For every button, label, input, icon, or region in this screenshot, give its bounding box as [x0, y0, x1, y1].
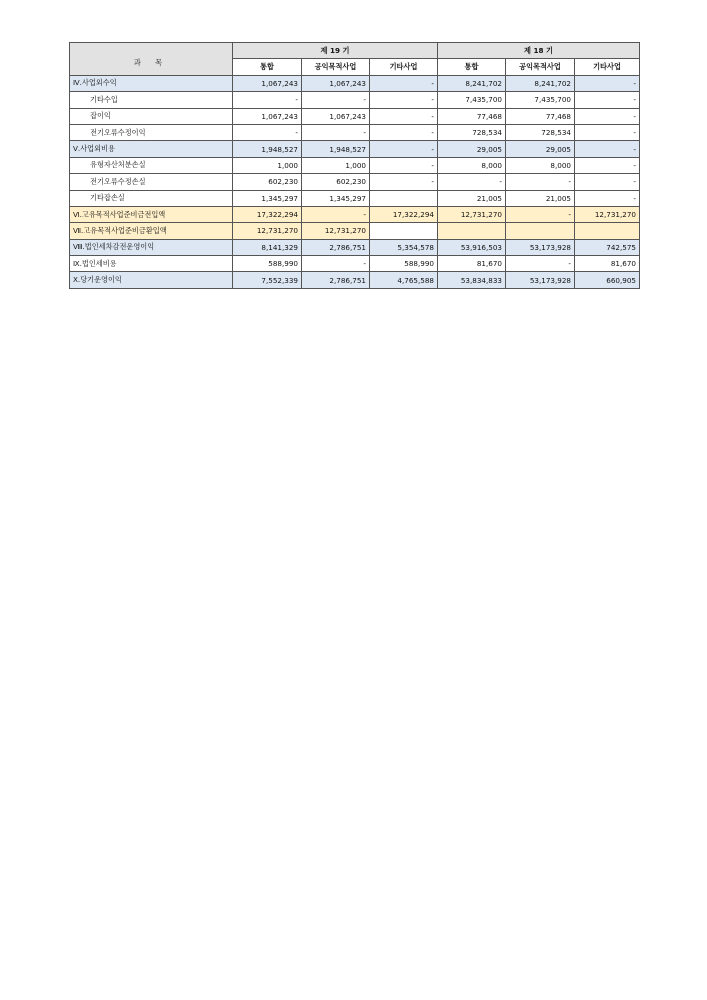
cell: 728,534 — [438, 124, 506, 140]
cell: 12,731,270 — [438, 206, 506, 222]
row-label: Ⅴ.사업외비용 — [70, 141, 233, 157]
cell: - — [575, 141, 640, 157]
row-label: 전기오류수정손실 — [70, 174, 233, 190]
cell: 7,435,700 — [506, 92, 575, 108]
table-row — [70, 190, 640, 206]
cell: 81,670 — [575, 256, 640, 272]
cell: - — [370, 141, 438, 157]
cell: 1,345,297 — [302, 190, 370, 206]
cell: - — [370, 157, 438, 173]
row-label: Ⅵ.고유목적사업준비금전입액 — [70, 206, 233, 222]
cell: 660,905 — [575, 272, 640, 288]
row-label: 전기오류수정이익 — [70, 124, 233, 140]
cell: - — [370, 108, 438, 124]
cell: - — [438, 174, 506, 190]
cell: 8,000 — [438, 157, 506, 173]
cell: 588,990 — [370, 256, 438, 272]
row-label: Ⅹ.당기운영이익 — [70, 272, 233, 288]
cell: 1,948,527 — [233, 141, 302, 157]
table-row — [70, 223, 640, 239]
cell: 12,731,270 — [302, 223, 370, 239]
cell: - — [506, 206, 575, 222]
row-label: 유형자산처분손실 — [70, 157, 233, 173]
cell: 12,731,270 — [233, 223, 302, 239]
cell: 7,435,700 — [438, 92, 506, 108]
cell: 602,230 — [233, 174, 302, 190]
cell: - — [233, 92, 302, 108]
row-label: Ⅳ.사업외수익 — [70, 75, 233, 91]
cell: - — [233, 124, 302, 140]
cell: 8,141,329 — [233, 239, 302, 255]
cell: - — [302, 92, 370, 108]
cell — [370, 190, 438, 206]
col-18-other: 기타사업 — [575, 59, 640, 75]
cell: 1,067,243 — [233, 75, 302, 91]
cell: 1,000 — [233, 157, 302, 173]
cell: 53,916,503 — [438, 239, 506, 255]
cell: 1,067,243 — [233, 108, 302, 124]
period-18-header: 제 18 기 — [438, 43, 640, 59]
cell: - — [575, 157, 640, 173]
cell: - — [302, 206, 370, 222]
table-row — [70, 108, 640, 124]
cell: 81,670 — [438, 256, 506, 272]
cell: - — [575, 190, 640, 206]
row-label: 잡이익 — [70, 108, 233, 124]
row-label: 기타잡손실 — [70, 190, 233, 206]
cell: 53,173,928 — [506, 239, 575, 255]
cell: 21,005 — [438, 190, 506, 206]
cell: 7,552,339 — [233, 272, 302, 288]
cell: 1,067,243 — [302, 75, 370, 91]
row-label: Ⅸ.법인세비용 — [70, 256, 233, 272]
table-row — [70, 141, 640, 157]
cell: - — [302, 256, 370, 272]
cell: - — [575, 108, 640, 124]
col-19-other: 기타사업 — [370, 59, 438, 75]
cell: 53,173,928 — [506, 272, 575, 288]
cell: 8,241,702 — [438, 75, 506, 91]
cell — [506, 223, 575, 239]
cell: 1,948,527 — [302, 141, 370, 157]
cell: 4,765,588 — [370, 272, 438, 288]
cell: 8,000 — [506, 157, 575, 173]
cell: 602,230 — [302, 174, 370, 190]
cell: - — [506, 256, 575, 272]
cell: 1,345,297 — [233, 190, 302, 206]
cell: - — [575, 75, 640, 91]
table-row — [70, 157, 640, 173]
table-row — [70, 75, 640, 91]
row-label: Ⅷ.법인세차감전운영이익 — [70, 239, 233, 255]
cell: - — [506, 174, 575, 190]
period-19-header: 제 19 기 — [233, 43, 438, 59]
cell: 1,067,243 — [302, 108, 370, 124]
cell: 77,468 — [438, 108, 506, 124]
cell — [370, 223, 438, 239]
cell: - — [370, 92, 438, 108]
cell: - — [575, 124, 640, 140]
table-row — [70, 206, 640, 222]
cell: 12,731,270 — [575, 206, 640, 222]
table-row — [70, 174, 640, 190]
cell — [438, 223, 506, 239]
cell: 8,241,702 — [506, 75, 575, 91]
cell: 5,354,578 — [370, 239, 438, 255]
row-label: Ⅶ.고유목적사업준비금환입액 — [70, 223, 233, 239]
cell — [575, 223, 640, 239]
cell: - — [370, 124, 438, 140]
table-row — [70, 124, 640, 140]
cell: 742,575 — [575, 239, 640, 255]
cell: - — [302, 124, 370, 140]
col-18-total: 통합 — [438, 59, 506, 75]
table-row — [70, 256, 640, 272]
cell: 1,000 — [302, 157, 370, 173]
cell: 17,322,294 — [370, 206, 438, 222]
cell: 77,468 — [506, 108, 575, 124]
cell: 728,534 — [506, 124, 575, 140]
cell: 2,786,751 — [302, 272, 370, 288]
cell: - — [370, 75, 438, 91]
cell: 21,005 — [506, 190, 575, 206]
table-row — [70, 92, 640, 108]
row-label: 기타수입 — [70, 92, 233, 108]
cell: - — [575, 174, 640, 190]
financial-table — [69, 42, 640, 289]
cell: 2,786,751 — [302, 239, 370, 255]
cell: - — [575, 92, 640, 108]
cell: 53,834,833 — [438, 272, 506, 288]
subject-header: 과 목 — [70, 43, 233, 76]
col-19-public: 공익목적사업 — [302, 59, 370, 75]
col-18-public: 공익목적사업 — [506, 59, 575, 75]
table-row — [70, 272, 640, 288]
cell: 29,005 — [438, 141, 506, 157]
col-19-total: 통합 — [233, 59, 302, 75]
cell: 588,990 — [233, 256, 302, 272]
table-row — [70, 239, 640, 255]
cell: 29,005 — [506, 141, 575, 157]
cell: 17,322,294 — [233, 206, 302, 222]
cell: - — [370, 174, 438, 190]
